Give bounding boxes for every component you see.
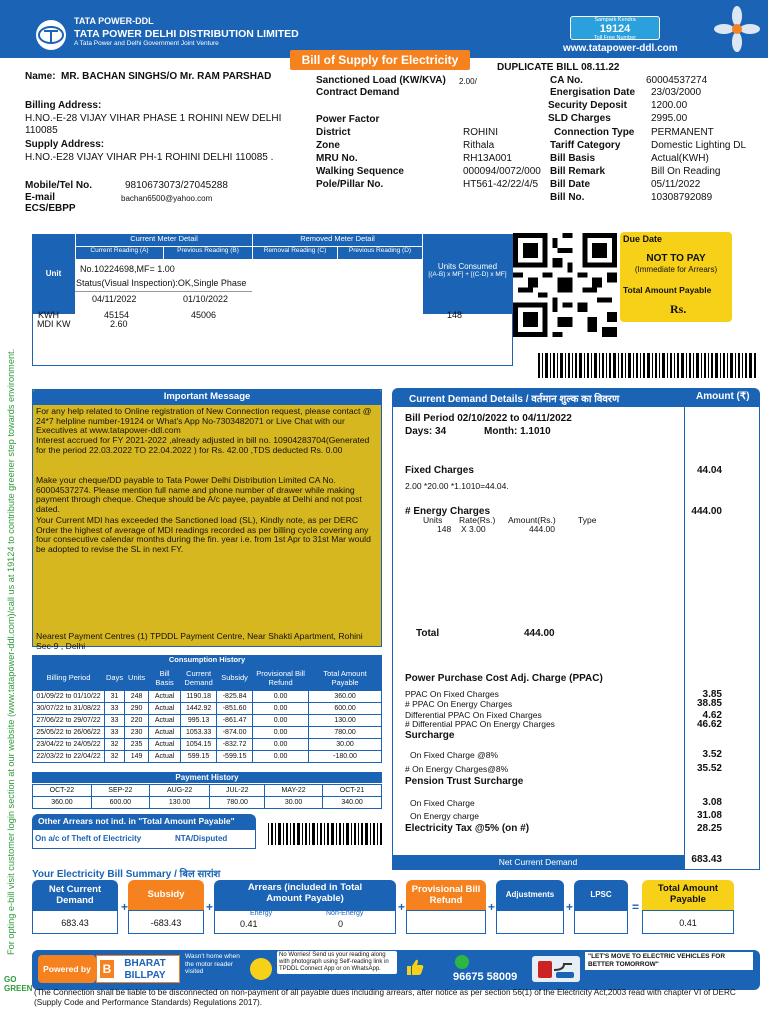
- customer-name: MR. BACHAN SINGHS/O Mr. RAM PARSHAD: [61, 71, 272, 82]
- pen-fixed-amount: 3.08: [702, 797, 722, 808]
- equals-icon: =: [632, 900, 640, 914]
- flower-logo-icon: [712, 4, 762, 54]
- table-cell: 290: [125, 703, 149, 715]
- table-cell: -874.00: [217, 727, 253, 739]
- units-label: Units Consumed: [437, 262, 498, 271]
- mdi-value: 2.60: [110, 319, 128, 329]
- ch-head: Billing Period: [33, 665, 105, 691]
- summary-refund-label: Provisional Bill Refund: [406, 880, 486, 910]
- summary-subsidy-label: Subsidy: [128, 880, 204, 910]
- helpline-number: 19124: [599, 23, 631, 35]
- table-cell: 995.13: [181, 715, 217, 727]
- table-cell: 01/09/22 to 01/10/22: [33, 691, 105, 703]
- payment-amounts-row: [33, 797, 382, 809]
- whatsapp-icon: [455, 955, 469, 969]
- diff-fixed-amount: 4.62: [702, 710, 722, 721]
- bbps-b-icon: B: [100, 960, 114, 978]
- table-cell: Actual: [149, 739, 181, 751]
- helpline-badge: [570, 16, 660, 40]
- walk-label: Walking Sequence: [316, 166, 404, 177]
- table-cell: -851.60: [217, 703, 253, 715]
- unit-header: Unit: [32, 234, 75, 314]
- table-row: [33, 691, 382, 703]
- total-amount: 444.00: [524, 628, 555, 639]
- table-row: [33, 751, 382, 763]
- table-cell: 780.00: [309, 727, 382, 739]
- table-cell: 1054.15: [181, 739, 217, 751]
- walk-value: 000094/0072/000: [463, 166, 541, 177]
- wasnt-home-text: Wasn't home when the motor reader visited: [185, 953, 240, 975]
- ev-slogan: "LET'S MOVE TO ELECTRIC VEHICLES FOR BETTER TOMORROW": [585, 952, 753, 970]
- sur-fixed-amount: 3.52: [702, 749, 722, 760]
- tax-amount: 28.25: [696, 823, 722, 834]
- table-cell: 130.00: [309, 715, 382, 727]
- sur-energy-amount: 35.52: [696, 763, 722, 774]
- sanctioned-label: Sanctioned Load (KW/KVA): [316, 75, 446, 86]
- cur-a-header: Current Reading (A): [75, 247, 163, 259]
- ch-head: Units: [125, 665, 149, 691]
- summary-adj: [496, 910, 564, 934]
- theft-label: On a/c of Theft of Electricity: [35, 834, 142, 843]
- whatsapp-number[interactable]: 96675 58009: [453, 971, 518, 983]
- table-cell: -832.72: [217, 739, 253, 751]
- duplicate-bill: DUPLICATE BILL 08.11.22: [497, 62, 620, 73]
- zone-label: Zone: [316, 140, 340, 151]
- plus-icon: +: [566, 900, 574, 914]
- payment-amount: 340.00: [323, 797, 382, 809]
- plus-icon: +: [398, 900, 406, 914]
- bharat-billpay-logo: BHARAT BILLPAY: [96, 955, 180, 983]
- energy-amount-head: Amount(Rs.): [508, 515, 556, 525]
- tariff-value: Domestic Lighting DL: [651, 140, 747, 151]
- arrears-energy-label: Energy: [250, 910, 273, 917]
- ch-head: Days: [105, 665, 125, 691]
- qr-code-icon: [513, 233, 617, 337]
- payment-amount: 600.00: [91, 797, 149, 809]
- energy-amount: 444.00: [529, 524, 555, 534]
- district-label: District: [316, 127, 351, 138]
- basis-label: Bill Basis: [550, 153, 596, 164]
- units-consumed-header: [422, 234, 512, 314]
- table-cell: 220: [125, 715, 149, 727]
- sd-value: 1200.00: [651, 100, 688, 111]
- date-value: 05/11/2022: [651, 179, 701, 190]
- diff-fixed: Differential PPAC On Fixed Charges: [405, 710, 542, 720]
- billing-address: H.NO.-E-28 VIJAY VIHAR PHASE 1 ROHINI NEW DELHI 110085: [25, 113, 282, 136]
- message-p4: Your Current MDI has exceeded the Sanctioned load (SL), Kindly note, as per DERC Order the highest of average of MDI readings recorded as per billing cycle covering any four consecutive calendar months during the fin. year i.e. from 1st Apr to 31st Mar would be adopted to revise the SL in next FY.: [36, 515, 371, 554]
- table-cell: 1190.18: [181, 691, 217, 703]
- brand-line2: TATA POWER DELHI DISTRIBUTION LIMITED: [74, 28, 299, 40]
- ch-head: Current Demand: [181, 665, 217, 691]
- bill-period: Bill Period 02/10/2022 to 04/11/2022: [405, 413, 572, 424]
- table-cell: 27/06/22 to 29/07/22: [33, 715, 105, 727]
- summary-total-label: Total Amount Payable: [642, 880, 734, 910]
- current-demand-title: Current Demand Details / वर्तमान शुल्क का विवरण: [409, 394, 620, 405]
- side-go-green-text: For opting e-bill visit customer login section at our website (www.tatapower-ddl.com)/call us at 19124 to contribute greener step towards environment.: [6, 348, 16, 955]
- table-row: [33, 727, 382, 739]
- energy-charges-amount: 444.00: [691, 506, 722, 517]
- helpline-sub: Toll Free Number: [593, 35, 637, 41]
- billno-value: 10308792089: [651, 192, 713, 203]
- total-label: Total: [416, 628, 440, 639]
- ch-head: Bill Basis: [149, 665, 181, 691]
- table-cell: 149: [125, 751, 149, 763]
- website-link[interactable]: www.tatapower-ddl.com: [563, 43, 678, 54]
- energy-charges-label: # Energy Charges: [405, 506, 491, 517]
- message-p5: Nearest Payment Centres (1) TPDDL Payment Centre, Near Shakti Apartment, Rohini Sec-9 , Delhi: [36, 631, 363, 651]
- table-cell: 31: [105, 691, 125, 703]
- energ-label: Energisation Date: [550, 87, 636, 98]
- table-cell: -825.84: [217, 691, 253, 703]
- summary-title: Your Electricity Bill Summary / बिल सारांश: [32, 869, 221, 880]
- important-message-title: Important Message: [32, 389, 382, 405]
- payment-title: Payment History: [32, 772, 382, 783]
- tata-logo-icon: [36, 20, 66, 50]
- fixed-charges-amount: 44.04: [696, 465, 722, 476]
- table-cell: 33: [105, 703, 125, 715]
- ppac-fixed-amount: 3.85: [702, 689, 722, 700]
- kwh-current: 45154: [104, 310, 130, 320]
- energ-value: 23/03/2000: [651, 87, 702, 98]
- energy-units-head: Units: [423, 515, 443, 525]
- ppac-energy: # PPAC On Energy Charges: [405, 699, 513, 709]
- kwh-previous: 45006: [191, 310, 217, 320]
- no-worries-text: No Worries! Send us your reading along with photograph using Self-reading link in TPDDL Connect App or on WhatsApp.: [277, 951, 397, 974]
- rs-label: Rs.: [670, 302, 687, 316]
- table-cell: Actual: [149, 691, 181, 703]
- amount-header: Amount (₹): [696, 391, 750, 402]
- side-green-strip: [0, 348, 33, 1020]
- nta-label: NTA/Disputed: [175, 834, 228, 843]
- kwh-label: KWH: [38, 310, 59, 320]
- brand-line3: A Tata Power and Delhi Government Joint Venture: [74, 40, 219, 47]
- date-label: Bill Date: [550, 179, 591, 190]
- sur-fixed: On Fixed Charge @8%: [410, 750, 499, 760]
- plus-icon: +: [488, 900, 496, 914]
- table-cell: 33: [105, 715, 125, 727]
- total-payable-label: Total Amount Payable: [623, 285, 712, 295]
- meter-divider: [75, 291, 252, 292]
- pen-fixed: On Fixed Charge: [410, 798, 475, 808]
- table-cell: 23/04/22 to 24/05/22: [33, 739, 105, 751]
- fixed-charges-label: Fixed Charges: [405, 465, 474, 476]
- fixed-calc: 2.00 *20.00 *1.1010=44.04.: [405, 481, 509, 491]
- not-to-pay: NOT TO PAY: [646, 253, 706, 264]
- payment-month: MAY-22: [265, 785, 323, 797]
- table-cell: Actual: [149, 727, 181, 739]
- pf-label: Power Factor: [316, 114, 380, 125]
- table-cell: 22/03/22 to 22/04/22: [33, 751, 105, 763]
- net-demand-label: Net Current Demand: [392, 855, 684, 870]
- barcode-small-icon: [268, 823, 383, 845]
- summary-net-label: Net Current Demand: [32, 880, 118, 910]
- payment-months-row: [33, 785, 382, 797]
- table-cell: 33: [105, 727, 125, 739]
- mru-label: MRU No.: [316, 153, 358, 164]
- table-cell: 600.00: [309, 703, 382, 715]
- table-cell: 32: [105, 739, 125, 751]
- table-row: [33, 703, 382, 715]
- pension-label: Pension Trust Surcharge: [405, 776, 524, 787]
- summary-net: 683.43: [32, 910, 118, 934]
- arrears-nonenergy-label: Non-Energy: [326, 910, 364, 917]
- energy-rate: X 3.00: [461, 524, 486, 534]
- mdi-label: MDI KW: [37, 319, 71, 329]
- table-row: [33, 715, 382, 727]
- payment-amount: 130.00: [149, 797, 210, 809]
- pen-energy-amount: 31.08: [696, 810, 722, 821]
- kwh-units: 148: [447, 310, 463, 320]
- message-p3: Make your cheque/DD payable to Tata Power Delhi Distribution Limited CA No. 60004537274. Please mention full name and phone number of drawer while making payment through cheque. Cheque should be A/c payee, payable at Delhi and not post dated.: [36, 475, 362, 514]
- ch-head: Provisional Bill Refund: [253, 665, 309, 691]
- table-cell: 0.00: [253, 727, 309, 739]
- bill-days: Days: 34: [405, 426, 447, 437]
- energy-type-head: Type: [578, 515, 597, 525]
- diff-energy: # Differential PPAC On Energy Charges: [405, 719, 555, 729]
- payment-month: SEP-22: [91, 785, 149, 797]
- consumption-title: Consumption History: [32, 655, 382, 664]
- summary-lpsc-label: LPSC: [574, 880, 628, 910]
- tariff-label: Tariff Category: [550, 140, 621, 151]
- surcharge-label: Surcharge: [405, 730, 455, 741]
- pole-value: HT561-42/22/4/5: [463, 179, 539, 190]
- remark-label: Bill Remark: [550, 166, 606, 177]
- table-cell: -180.00: [309, 751, 382, 763]
- table-cell: 0.00: [253, 751, 309, 763]
- summary-adj-label: Adjustments: [496, 880, 564, 910]
- barcode-top-icon: [538, 353, 758, 378]
- table-cell: 30/07/22 to 31/08/22: [33, 703, 105, 715]
- table-cell: 230: [125, 727, 149, 739]
- supply-label: Supply Address:: [25, 139, 105, 150]
- payment-amount: 30.00: [265, 797, 323, 809]
- arrears-nonenergy: 0: [338, 919, 344, 929]
- email-value: bachan6500@yahoo.com: [121, 194, 213, 203]
- mobile-label: Mobile/Tel No.: [25, 180, 93, 191]
- ca-label: CA No.: [550, 75, 583, 86]
- district-value: ROHINI: [463, 127, 498, 138]
- table-cell: -861.47: [217, 715, 253, 727]
- immediate-note: (Immediate for Arrears): [634, 265, 718, 274]
- pole-label: Pole/Pillar No.: [316, 179, 384, 190]
- ppac-fixed: PPAC On Fixed Charges: [405, 689, 499, 699]
- current-meter-header: Current Meter Detail: [75, 234, 252, 246]
- ecs-label: ECS/EBPP: [25, 203, 76, 214]
- arrears-energy: 0.41: [240, 919, 258, 929]
- go-green-label: GO GREEN: [4, 975, 33, 993]
- sur-energy: # On Energy Charges@8%: [405, 764, 509, 774]
- current-date: 04/11/2022: [92, 294, 137, 304]
- table-row: [33, 739, 382, 751]
- summary-lpsc: [574, 910, 628, 934]
- message-p2: Interest accrued for FY 2021-2022 ,already adjusted in bill no. 10904283704(Generated for the period 22.03.2022 TO 22.04.2022 ) for Rs. 42.00 ,TDS deducted Rs. 0.00: [36, 435, 370, 455]
- arrears-title: Other Arrears not ind. in "Total Amount Payable": [32, 814, 256, 829]
- conn-value: PERMANENT: [651, 127, 714, 138]
- summary-total: 0.41: [642, 910, 734, 934]
- basis-value: Actual(KWH): [651, 153, 709, 164]
- ch-head: Subsidy: [217, 665, 253, 691]
- prev-d-header: Previous Reading (D): [337, 247, 422, 259]
- plus-icon: +: [206, 900, 214, 914]
- billing-label: Billing Address:: [25, 100, 102, 111]
- bill-month: Month: 1.1010: [484, 426, 551, 437]
- summary-subsidy: -683.43: [128, 910, 204, 934]
- contract-label: Contract Demand: [316, 87, 400, 98]
- ev-charging-icon: [532, 956, 580, 982]
- consumption-table: [32, 664, 382, 763]
- payment-table: [32, 784, 382, 809]
- sanctioned-value: 2.00/: [459, 77, 477, 86]
- table-cell: 0.00: [253, 715, 309, 727]
- mru-value: RH13A001: [463, 153, 512, 164]
- thumbs-up-icon: [405, 958, 425, 976]
- energy-units: 148: [437, 524, 452, 534]
- table-cell: Actual: [149, 715, 181, 727]
- plus-icon: +: [121, 900, 129, 914]
- table-cell: 0.00: [253, 691, 309, 703]
- table-cell: 0.00: [253, 703, 309, 715]
- powered-by-label: Powered by: [38, 955, 96, 983]
- sd-label: Security Deposit: [548, 100, 627, 111]
- table-cell: 235: [125, 739, 149, 751]
- energy-rate-head: Rate(Rs.): [459, 515, 496, 525]
- ch-head: Total Amount Payable: [309, 665, 382, 691]
- meter-reader-icon: [250, 958, 272, 980]
- helpline-caption: Sampark Kendra: [594, 17, 636, 23]
- ppac-energy-amount: 38.85: [696, 698, 722, 709]
- rem-c-header: Removal Reading (C): [252, 247, 337, 259]
- table-cell: 30.00: [309, 739, 382, 751]
- remark-value: Bill On Reading: [651, 166, 721, 177]
- conn-label: Connection Type: [554, 127, 635, 138]
- name-label: Name:: [25, 71, 56, 82]
- tax-label: Electricity Tax @5% (on #): [405, 823, 530, 834]
- ca-value: 60004537274: [646, 75, 708, 86]
- billno-label: Bill No.: [550, 192, 585, 203]
- table-cell: 1442.92: [181, 703, 217, 715]
- payment-month: OCT-21: [323, 785, 382, 797]
- table-cell: 360.00: [309, 691, 382, 703]
- table-cell: -599.15: [217, 751, 253, 763]
- table-cell: 25/05/22 to 26/06/22: [33, 727, 105, 739]
- table-cell: 0.00: [253, 739, 309, 751]
- table-cell: Actual: [149, 703, 181, 715]
- summary-arrears-label: Arrears (included in Total Amount Payable): [214, 880, 396, 910]
- pen-energy: On Energy charge: [410, 811, 479, 821]
- table-cell: 248: [125, 691, 149, 703]
- email-label: E-mail: [25, 192, 56, 203]
- payment-month: AUG-22: [149, 785, 210, 797]
- diff-energy-amount: 46.62: [696, 719, 722, 730]
- meter-number: No.10224698,MF= 1.00: [80, 264, 175, 274]
- table-cell: 1053.33: [181, 727, 217, 739]
- consumption-header-row: [33, 665, 382, 691]
- payment-amount: 360.00: [33, 797, 92, 809]
- doc-title: Bill of Supply for Electricity: [290, 50, 470, 70]
- sld-label: SLD Charges: [548, 113, 611, 124]
- brand-line1: TATA POWER-DDL: [74, 16, 154, 26]
- due-date-label: Due Date: [623, 234, 663, 244]
- summary-refund: [406, 910, 486, 934]
- units-formula: [(A-B) x MF] + [(C-D) x MF]: [428, 271, 507, 278]
- table-cell: 32: [105, 751, 125, 763]
- sld-value: 2995.00: [651, 113, 688, 124]
- prev-b-header: Previous Reading (B): [163, 247, 252, 259]
- zone-value: Rithala: [463, 140, 495, 151]
- payment-amount: 780.00: [210, 797, 265, 809]
- message-p1: For any help related to Online registration of New Connection request, please contact @ 24*7 helpline number-19124 or What's App No-7303482071 or Live Chat with our Executives at www.tatapower-ddl.com: [36, 406, 372, 436]
- table-cell: Actual: [149, 751, 181, 763]
- supply-address: H.NO.-E28 VIJAY VIHAR PH-1 ROHINI DELHI 110085 .: [25, 152, 274, 163]
- disconnection-note: (The Connection shall be liable to be disconnected on non-payment of all payable dues including arrears, after notice as per section 56(1) of the Electricity Act,2003 read with chapter VI of DERC (Supply Code and Performance Standards) Regulations 2017).: [34, 988, 736, 1007]
- ppac-label: Power Purchase Cost Adj. Charge (PPAC): [405, 673, 603, 684]
- removed-meter-header: Removed Meter Detail: [252, 234, 422, 246]
- meter-status: Status(Visual Inspection):OK,Single Phase: [76, 278, 247, 288]
- previous-date: 01/10/2022: [183, 294, 229, 304]
- mobile-value: 9810673073/27045288: [125, 180, 228, 191]
- net-demand-amount: 683.43: [691, 854, 722, 865]
- payment-month: JUL-22: [210, 785, 265, 797]
- table-cell: 599.15: [181, 751, 217, 763]
- payment-month: OCT-22: [33, 785, 92, 797]
